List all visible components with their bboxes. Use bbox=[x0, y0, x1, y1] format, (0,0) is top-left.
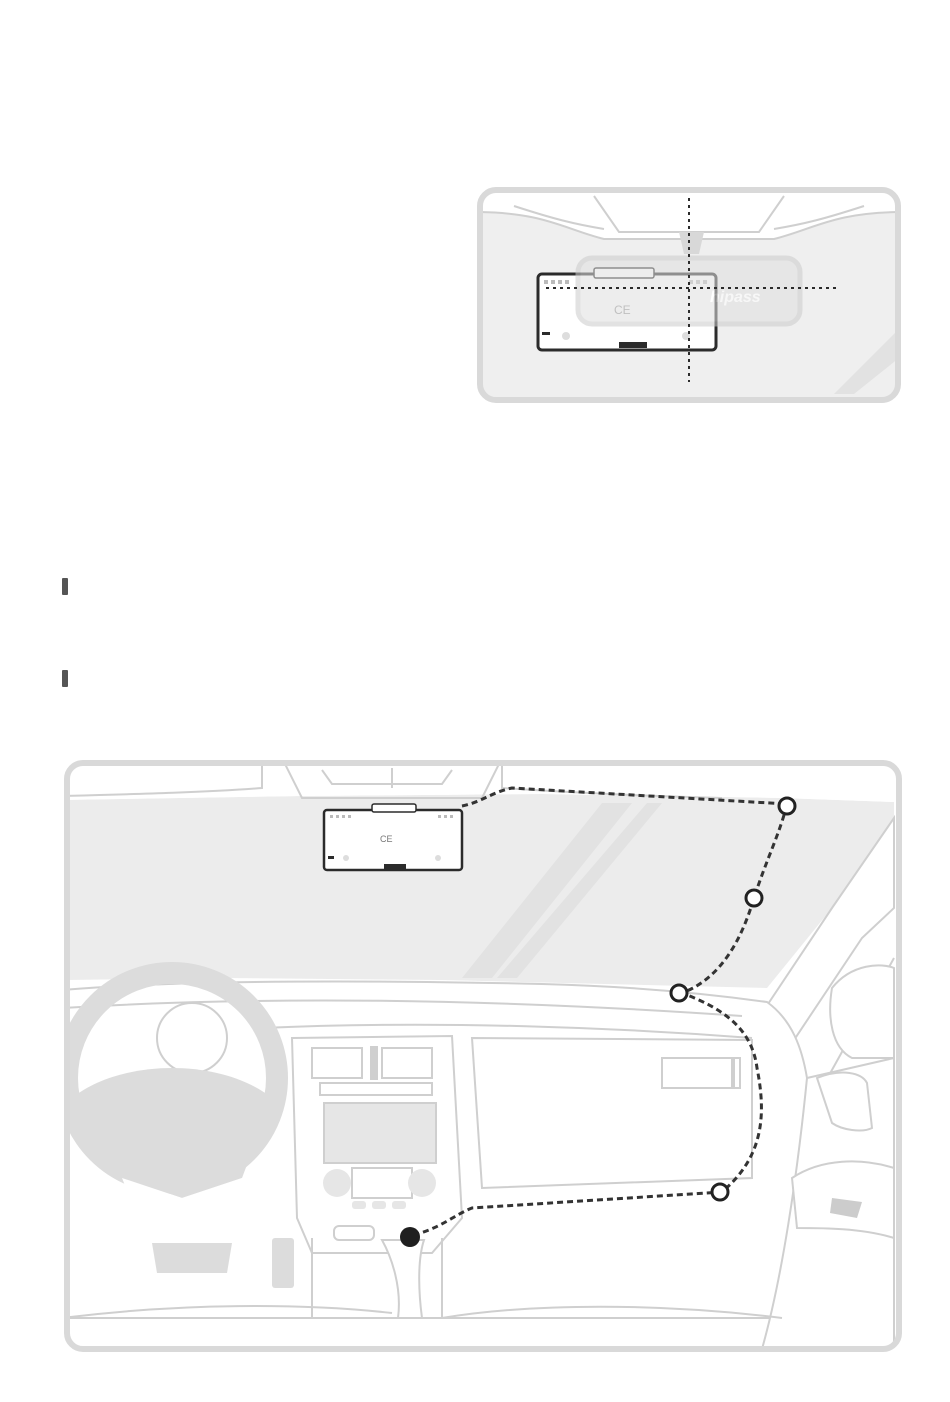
cable-clip-3 bbox=[671, 985, 687, 1001]
mounting-position-figure bbox=[474, 184, 904, 406]
cable-clip-1 bbox=[779, 798, 795, 814]
bullet-marker-2 bbox=[62, 670, 68, 687]
cable-clip-2 bbox=[746, 890, 762, 906]
brand-text: hipass bbox=[710, 289, 761, 306]
bullet-marker-1 bbox=[62, 578, 68, 595]
power-socket-icon bbox=[400, 1227, 420, 1247]
dashcam-device-bottom bbox=[324, 804, 462, 870]
cable-route-figure bbox=[62, 758, 904, 1354]
cable-clip-4 bbox=[712, 1184, 728, 1200]
ce-mark-bottom: CE bbox=[380, 834, 393, 844]
